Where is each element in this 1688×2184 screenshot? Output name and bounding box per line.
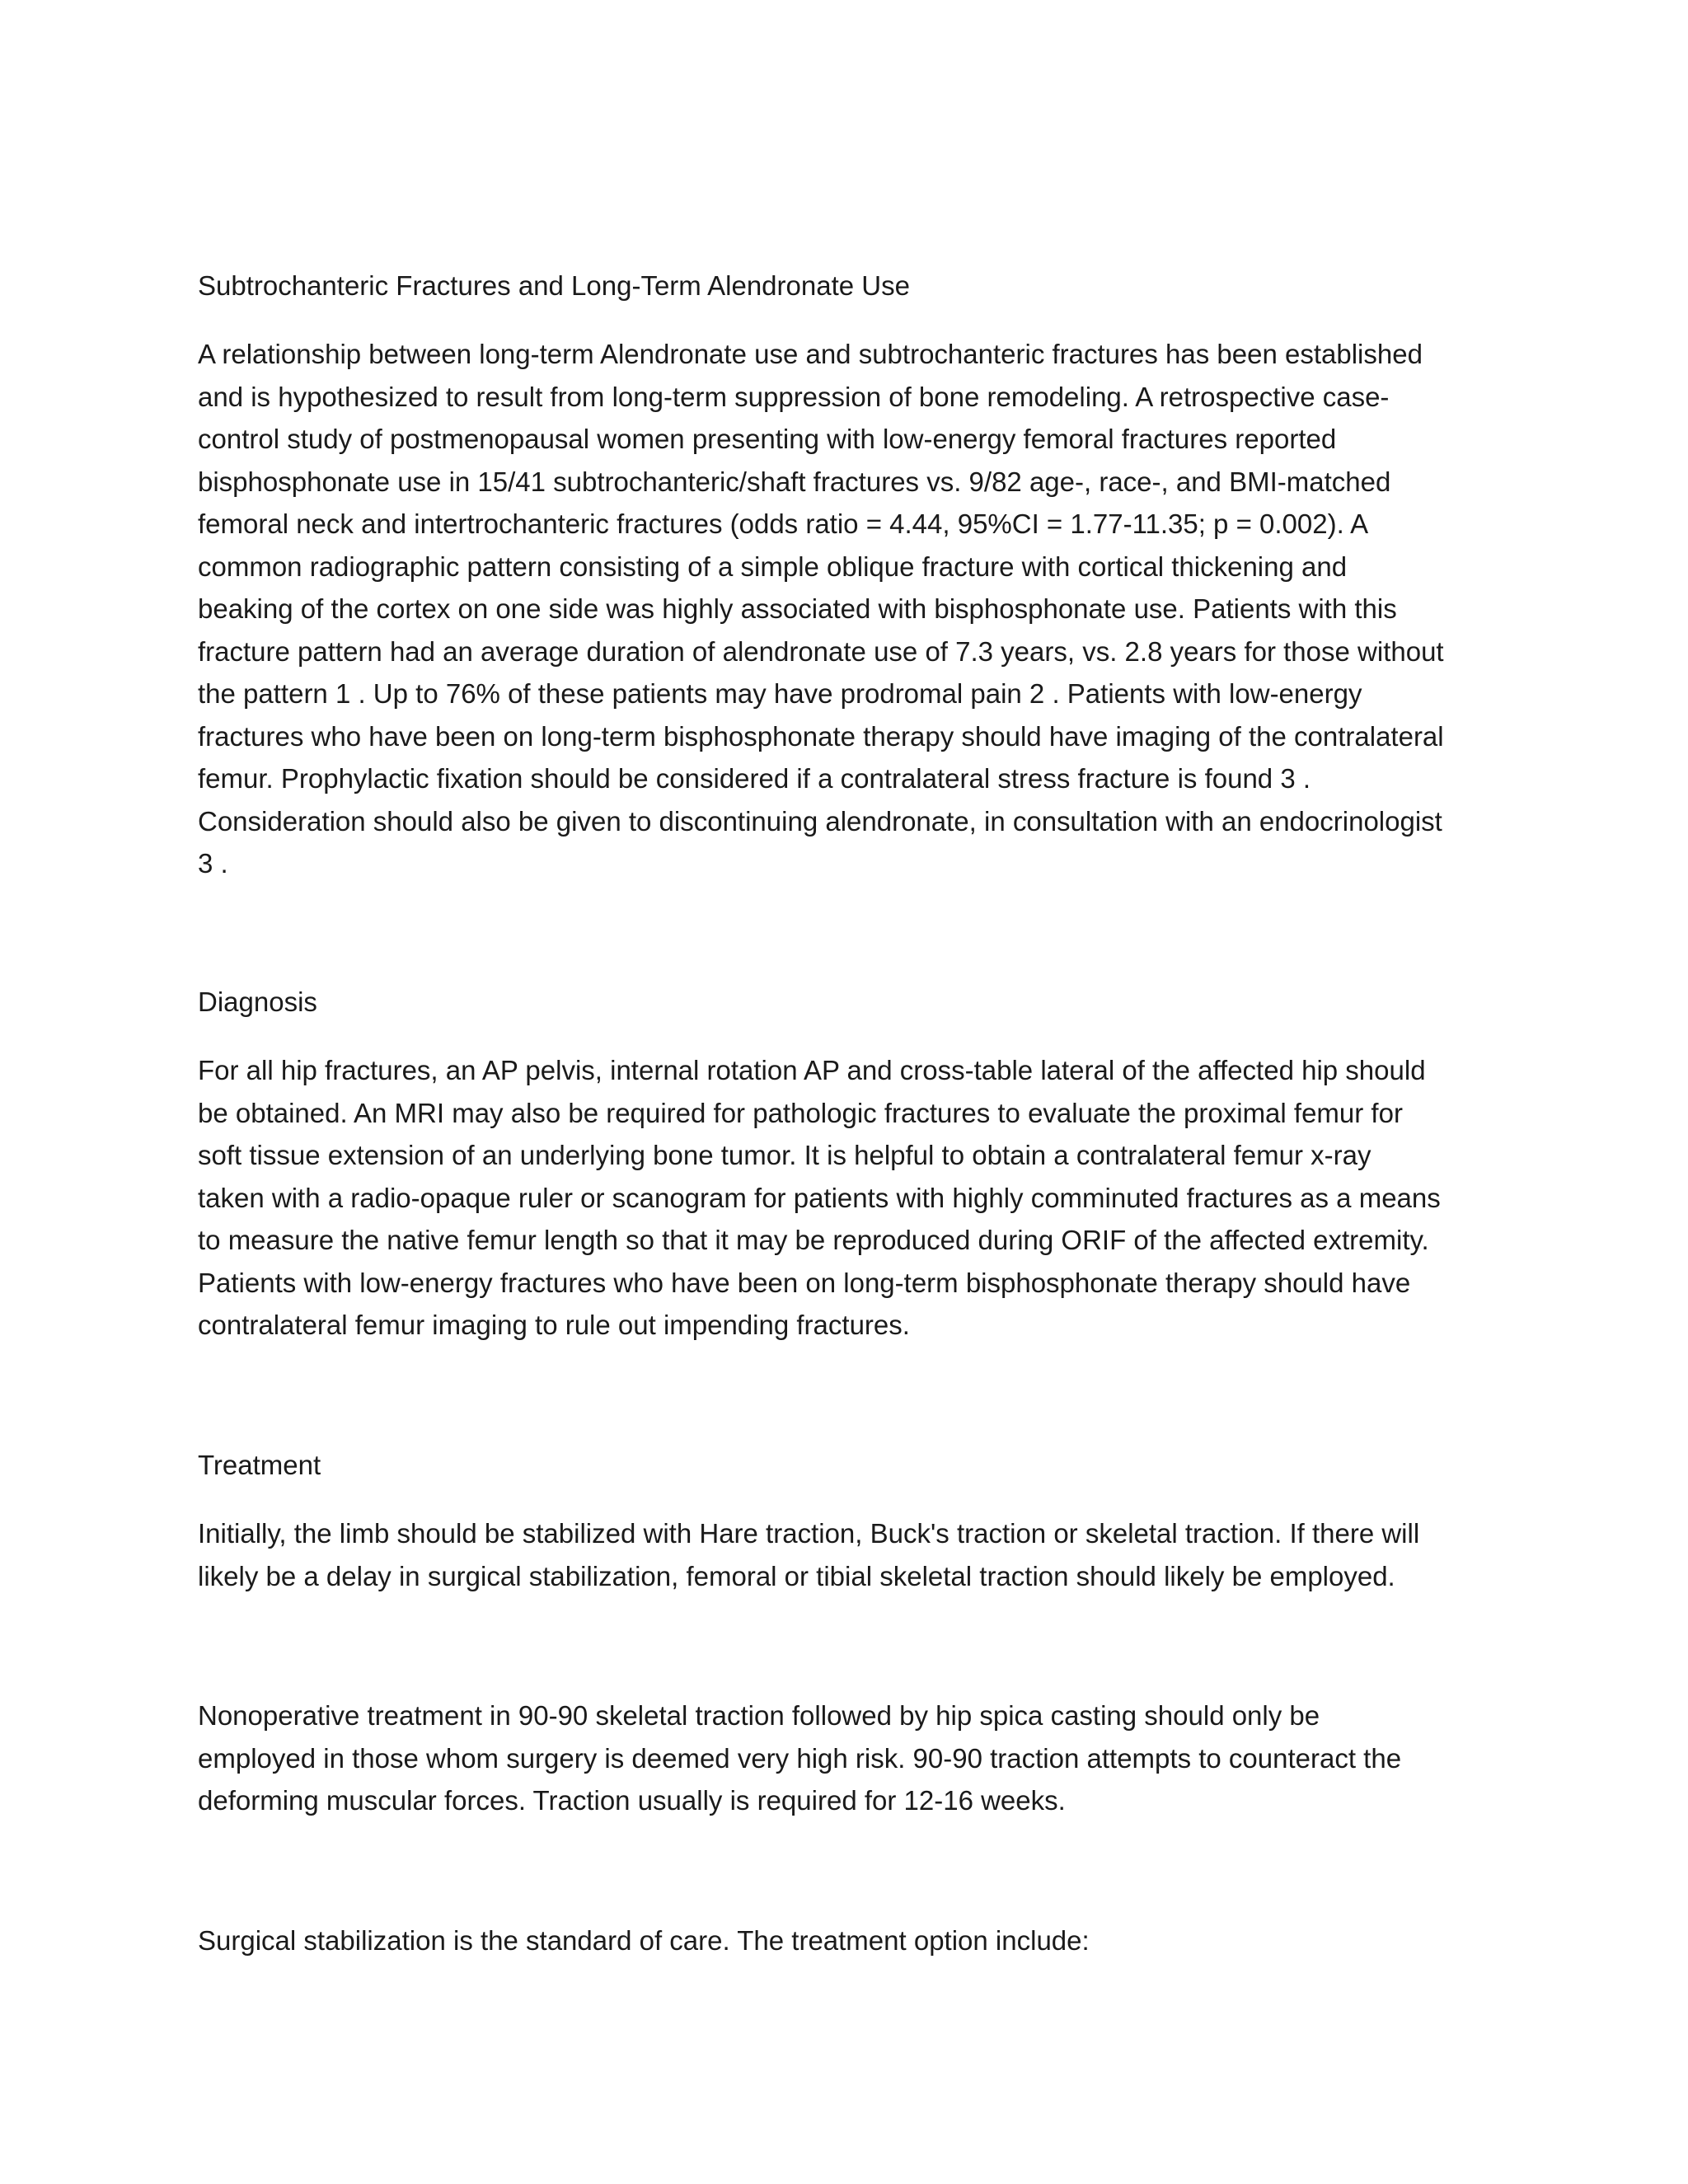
paragraph-line: A relationship between long-term Alendronate use and subtrochanteric fractures has been established [198,339,1423,369]
paragraph-line: employed in those whom surgery is deemed very high risk. 90-90 traction attempts to counteract the [198,1742,1402,1774]
paragraph-line: fracture pattern had an average duration of alendronate use of 7.3 years, vs. 2.8 years for those without [198,635,1444,667]
paragraph-line: control study of postmenopausal women presenting with low-energy femoral fractures reported [198,424,1337,454]
diagnosis-paragraph [198,1049,1500,1347]
paragraph-line: fractures who have been on long-term bisphosphonate therapy should have imaging of the contralateral [198,720,1444,752]
paragraph-line: and is hypothesized to result from long-term suppression of bone remodeling. A retrospective case- [198,381,1390,412]
paragraph-line: beaking of the cortex on one side was highly associated with bisphosphonate use. Patients with this [198,593,1397,624]
paragraph-line: Patients with low-energy fractures who have been on long-term bisphosphonate therapy should have [198,1267,1411,1298]
paragraph-line: Initially, the limb should be stabilized with Hare traction, Buck's traction or skeletal traction. If there will [198,1518,1420,1549]
paragraph-line: be obtained. An MRI may also be required for pathologic fractures to evaluate the proximal femur for [198,1097,1403,1128]
paragraph-line: Nonoperative treatment in 90-90 skeletal traction followed by hip spica casting should only be [198,1700,1320,1731]
surgical-paragraph: Surgical stabilization is the standard of care. The treatment option include: [198,1925,1090,1956]
paragraph-line: soft tissue extension of an underlying bone tumor. It is helpful to obtain a contralateral femur x-ray [198,1140,1372,1170]
diagnosis-heading: Diagnosis [198,987,317,1017]
paragraph-line: taken with a radio-opaque ruler or scanogram for patients with highly comminuted fractures as a means [198,1182,1441,1213]
paragraph-line: femur. Prophylactic fixation should be considered if a contralateral stress fracture is found 3 . [198,763,1311,794]
paragraph-line: 3 . [198,848,228,879]
paragraph-line: deforming muscular forces. Traction usually is required for 12-16 weeks. [198,1785,1066,1816]
paragraph-line: likely be a delay in surgical stabilization, femoral or tibial skeletal traction should likely be employed. [198,1560,1395,1591]
paragraph-line: bisphosphonate use in 15/41 subtrochanteric/shaft fractures vs. 9/82 age-, race-, and BMI-matched [198,466,1391,497]
paragraph-line: Consideration should also be given to discontinuing alendronate, in consultation with an endocrinologist [198,805,1442,837]
nonoperative-paragraph [198,1694,1500,1822]
paragraph-line: contralateral femur imaging to rule out impending fractures. [198,1310,910,1340]
paragraph-line: femoral neck and intertrochanteric fractures (odds ratio = 4.44, 95%CI = 1.77-11.35; p = 0.002). A [198,509,1369,539]
paragraph-line: to measure the native femur length so that it may be reproduced during ORIF of the affected extremity. [198,1225,1429,1255]
intro-paragraph [198,333,1500,885]
treatment-paragraph [198,1512,1500,1597]
paragraph-line: For all hip fractures, an AP pelvis, internal rotation AP and cross-table lateral of the affected hip should [198,1055,1426,1085]
paragraph-line: common radiographic pattern consisting of a simple oblique fracture with cortical thickening and [198,551,1348,582]
document-title: Subtrochanteric Fractures and Long-Term Alendronate Use [198,270,910,301]
paragraph-line: the pattern 1 . Up to 76% of these patients may have prodromal pain 2 . Patients with low-energy [198,678,1362,709]
treatment-heading: Treatment [198,1450,321,1480]
